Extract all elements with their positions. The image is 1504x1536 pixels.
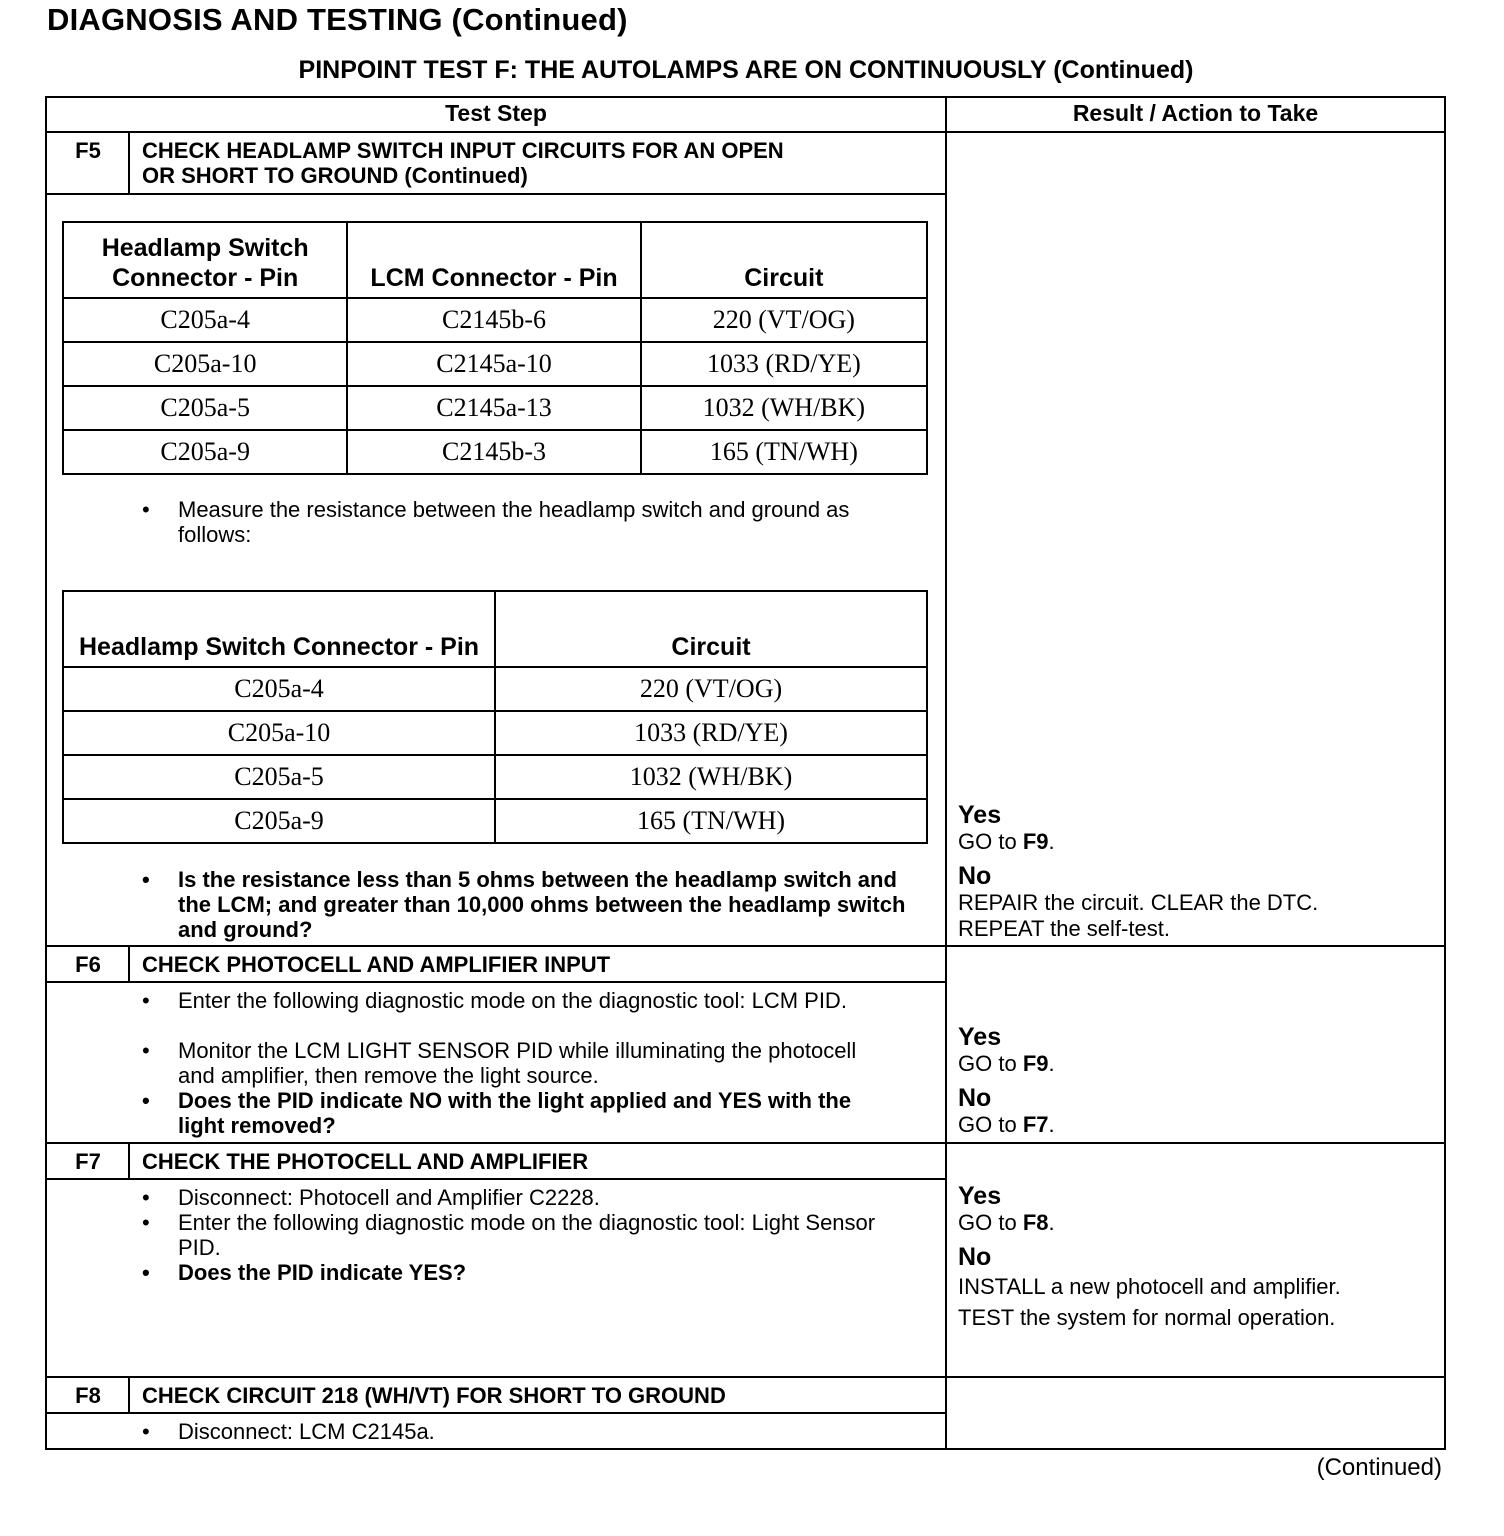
step-title-f8: CHECK CIRCUIT 218 (WH/VT) FOR SHORT TO GROUND [142, 1383, 726, 1408]
headlamp-ground-circuit-table [62, 590, 928, 844]
table-cell: 220 (VT/OG) [641, 298, 927, 342]
table-cell: 165 (TN/WH) [495, 799, 927, 843]
step-id-f7: F7 [75, 1149, 101, 1174]
result-no-label: No [958, 862, 992, 890]
result-no-label: No [958, 1243, 992, 1271]
table-cell: 1033 (RD/YE) [641, 342, 927, 386]
step-title-f5: CHECK HEADLAMP SWITCH INPUT CIRCUITS FOR AN OPEN OR SHORT TO GROUND (Continued) [142, 138, 784, 188]
table-header: Headlamp Switch Connector - Pin [63, 222, 347, 298]
table-row [63, 711, 927, 755]
result-yes-label: Yes [958, 801, 1002, 829]
table-cell: C2145a-10 [347, 342, 640, 386]
table-row [63, 342, 927, 386]
table-cell: C205a-9 [63, 799, 495, 843]
step-question: • Does the PID indicate YES? [142, 1260, 467, 1285]
table-header: Circuit [495, 591, 927, 667]
step-instruction: • Disconnect: Photocell and Amplifier C2228. [142, 1185, 600, 1210]
continued-note: (Continued) [1316, 1454, 1442, 1481]
table-cell: C205a-4 [63, 298, 347, 342]
step-title-f6: CHECK PHOTOCELL AND AMPLIFIER INPUT [142, 952, 611, 977]
pinpoint-test-title: PINPOINT TEST F: THE AUTOLAMPS ARE ON CONTINUOUSLY (Continued) [298, 56, 1194, 84]
table-row [63, 298, 927, 342]
table-row [63, 430, 927, 474]
headlamp-lcm-circuit-table [62, 221, 928, 475]
table-cell: 1032 (WH/BK) [495, 755, 927, 799]
table-cell: 1032 (WH/BK) [641, 386, 927, 430]
step-id-f5: F5 [75, 138, 101, 163]
table-header: LCM Connector - Pin [347, 222, 640, 298]
table-cell: C205a-5 [63, 386, 347, 430]
step-instruction: • Measure the resistance between the headlamp switch and ground as follows: [142, 497, 850, 547]
result-no-action: GO to F7. [958, 1112, 1055, 1137]
table-cell: C205a-10 [63, 342, 347, 386]
table-cell: C205a-10 [63, 711, 495, 755]
table-cell: C2145b-3 [347, 430, 640, 474]
table-row [63, 667, 927, 711]
column-header-test-step: Test Step [445, 100, 547, 126]
table-cell: C2145a-13 [347, 386, 640, 430]
step-id-f8: F8 [75, 1383, 101, 1408]
step-instruction: • Enter the following diagnostic mode on the diagnostic tool: Light Sensor PID. [142, 1210, 876, 1260]
result-yes-label: Yes [958, 1182, 1002, 1210]
table-cell: C2145b-6 [347, 298, 640, 342]
result-yes-label: Yes [958, 1023, 1002, 1051]
step-question: • Does the PID indicate NO with the light applied and YES with the light removed? [142, 1088, 852, 1138]
step-instruction: • Monitor the LCM LIGHT SENSOR PID while illuminating the photocell and amplifier, then remove the light source. [142, 1038, 857, 1088]
page-title: DIAGNOSIS AND TESTING (Continued) [47, 2, 628, 37]
table-row [63, 386, 927, 430]
step-question: • Is the resistance less than 5 ohms between the headlamp switch and the LCM; and greater than 10,000 ohms between the headlamp switch and ground? [142, 867, 906, 942]
table-cell: 1033 (RD/YE) [495, 711, 927, 755]
column-header-result: Result / Action to Take [1072, 100, 1319, 126]
table-header: Headlamp Switch Connector - Pin [63, 591, 495, 667]
result-yes-action: GO to F8. [958, 1210, 1055, 1235]
result-yes-action: GO to F9. [958, 829, 1055, 854]
result-no-label: No [958, 1084, 992, 1112]
table-cell: 165 (TN/WH) [641, 430, 927, 474]
step-instruction: • Disconnect: LCM C2145a. [142, 1419, 435, 1444]
table-header: Circuit [641, 222, 927, 298]
step-id-f6: F6 [75, 952, 101, 977]
step-title-f7: CHECK THE PHOTOCELL AND AMPLIFIER [142, 1149, 589, 1174]
result-no-action: REPAIR the circuit. CLEAR the DTC. REPEAT the self-test. [958, 890, 1319, 941]
table-cell: C205a-5 [63, 755, 495, 799]
table-cell: C205a-4 [63, 667, 495, 711]
step-instruction: • Enter the following diagnostic mode on the diagnostic tool: LCM PID. [142, 988, 847, 1013]
table-row [63, 799, 927, 843]
table-row [63, 755, 927, 799]
table-cell: C205a-9 [63, 430, 347, 474]
result-no-action: INSTALL a new photocell and amplifier. TEST the system for normal operation. [958, 1274, 1341, 1330]
table-cell: 220 (VT/OG) [495, 667, 927, 711]
result-yes-action: GO to F9. [958, 1051, 1055, 1076]
